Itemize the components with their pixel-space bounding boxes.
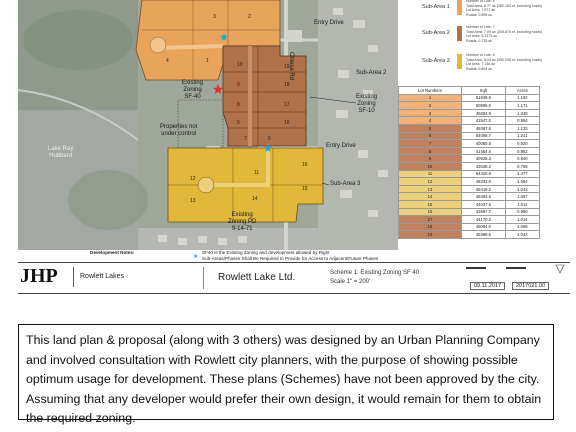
- lot-number: 8: [237, 102, 240, 108]
- legend-line: Lot Area: 6.3375 ac: [466, 34, 498, 38]
- table-cell-acres: 1.058: [505, 223, 539, 231]
- column-header: Lot Numbers: [399, 87, 462, 95]
- table-cell-acres: 1.171: [505, 102, 539, 110]
- table-cell-sqft: 45419.2: [462, 185, 506, 193]
- lot-number: 11: [254, 170, 260, 176]
- existing-zoning-pd-label: Existing Zoning PD 9-14-71: [228, 212, 257, 232]
- table-cell-sqft: 46084.0: [462, 223, 506, 231]
- table-cell-acres: 1.133: [505, 124, 539, 132]
- company-logo: JHP: [20, 265, 58, 287]
- project-small-title: Rowlett Lakes: [80, 273, 124, 280]
- table-cell-lot: 2: [399, 102, 462, 110]
- lot-number: 12: [190, 176, 196, 182]
- lot-number: 1: [206, 58, 209, 64]
- table-row: [399, 185, 540, 193]
- table-cell-sqft: 49387.6: [462, 124, 506, 132]
- legend-line: Number of Lots: 7: [466, 25, 495, 29]
- table-cell-lot: 13: [399, 185, 462, 193]
- lot-number: 7: [244, 136, 247, 142]
- table-cell-acres: 1.064: [505, 178, 539, 186]
- table-row: [399, 223, 540, 231]
- lake-ray-hubbard-label: Lake Ray Hubbard: [48, 146, 74, 159]
- road-name-label: Chiesa Rd: [288, 52, 294, 81]
- lot-number: 16: [284, 120, 290, 126]
- table-cell-sqft: 44170.2: [462, 216, 506, 224]
- table-row: [399, 102, 540, 110]
- legend-line: Lot Area: 7.146 ac: [466, 62, 496, 66]
- legend-line: Lot Area: 7.877 ac: [466, 8, 496, 12]
- table-cell-sqft: 42667.7: [462, 208, 506, 216]
- table-cell-lot: 14: [399, 193, 462, 201]
- legend-swatch: [457, 0, 462, 15]
- notes-line-1: SF40 is the Existing Zoning and development allowed by Right: [202, 250, 330, 255]
- column-header: Sqft: [462, 87, 506, 95]
- legend-swatch: [457, 26, 462, 41]
- lot-number: 19: [284, 64, 290, 70]
- table-cell-acres: 1.014: [505, 216, 539, 224]
- sub-area-legend: [402, 0, 572, 82]
- legend-line: Roads: 0.895 ac: [466, 12, 493, 17]
- table-cell-lot: 5: [399, 124, 462, 132]
- table-cell-lot: 15: [399, 200, 462, 208]
- table-cell-acres: 1.011: [505, 200, 539, 208]
- table-cell-acres: 0.952: [505, 147, 539, 155]
- lot-number: 10: [237, 62, 243, 68]
- legend-line: Roads: 0.894 ac: [466, 66, 493, 71]
- legend-title: Sub-Area 1: [422, 4, 450, 10]
- table-cell-sqft: 33028.3: [462, 162, 506, 170]
- lot-number: 17: [284, 102, 290, 108]
- description-box: [18, 324, 554, 426]
- scheme-text: Scheme 1: Existing Zoning SF 40: [330, 270, 420, 276]
- table-cell-sqft: 50996.0: [462, 102, 506, 110]
- table-row: [399, 208, 540, 216]
- legend-line: Total Area: 8.04 ac (350,258 sf, including roads): [466, 57, 543, 62]
- table-row: [399, 109, 540, 117]
- table-cell-lot: 4: [399, 117, 462, 125]
- table-row: [399, 170, 540, 178]
- lot-number: 3: [213, 14, 216, 20]
- legend-line: Roads: 0.735 ac: [466, 38, 493, 43]
- table-cell-sqft: 40928.3: [462, 155, 506, 163]
- legend-line: Number of Lots: 6: [466, 53, 495, 57]
- sub-area-2-map-label: Sub-Area 2: [356, 70, 387, 76]
- notes-heading: Development Notes:: [90, 250, 135, 255]
- table-cell-sqft: 40065.8: [462, 140, 506, 148]
- table-row: [399, 124, 540, 132]
- lot-number: 18: [284, 82, 290, 88]
- table-row: [399, 147, 540, 155]
- entry-drive-label-top: Entry Drive: [314, 20, 344, 26]
- legend-sub-area-1: [402, 0, 572, 20]
- table-cell-lot: 9: [399, 155, 462, 163]
- company-name: Rowlett Lake Ltd.: [218, 272, 296, 283]
- legend-swatch: [457, 54, 462, 69]
- table-cell-lot: 17: [399, 216, 462, 224]
- table-cell-lot: 18: [399, 223, 462, 231]
- lot-number: 4: [166, 58, 169, 64]
- legend-title: Sub-Area 2: [422, 30, 450, 36]
- lot-number: 15: [302, 186, 308, 192]
- table-row: [399, 94, 540, 102]
- legend-line: Total Area: 7.09 ac (308,870 sf, including roads): [466, 29, 543, 34]
- table-cell-acres: 0.980: [505, 208, 539, 216]
- legend-title: Sub-Area 3: [422, 58, 450, 64]
- table-header-row: [399, 87, 540, 95]
- table-cell-acres: 0.940: [505, 155, 539, 163]
- lot-number: 5: [237, 120, 240, 126]
- table-row: [399, 178, 540, 186]
- lot-number: 6: [268, 136, 271, 142]
- table-row: [399, 132, 540, 140]
- table-cell-lot: 7: [399, 140, 462, 148]
- table-cell-acres: 1.043: [505, 185, 539, 193]
- table-row: [399, 216, 540, 224]
- scale-text: Scale 1" = 200': [330, 279, 371, 285]
- legend-sub-area-3: [402, 48, 572, 74]
- lot-number: 14: [252, 196, 258, 202]
- lot-table-body: [399, 94, 540, 238]
- table-cell-sqft: 41547.0: [462, 117, 506, 125]
- lot-area-table: [398, 86, 540, 239]
- table-cell-sqft: 46493.6: [462, 193, 506, 201]
- date-field: 09.11.2017: [470, 282, 505, 290]
- table-cell-lot: 3: [399, 109, 462, 117]
- table-cell-sqft: 54068.7: [462, 132, 506, 140]
- aerial-map-graphic: [18, 0, 398, 250]
- table-row: [399, 155, 540, 163]
- table-cell-sqft: 45684.9: [462, 109, 506, 117]
- table-cell-acres: 0.920: [505, 140, 539, 148]
- table-cell-lot: 1: [399, 94, 462, 102]
- table-cell-acres: 1.042: [505, 231, 539, 239]
- table-cell-lot: 6: [399, 132, 462, 140]
- description-text: This land plan & proposal (along with 3 others) was designed by an Urban Planning Company and involved consultation with Rowlett city planners, with the purpose of showing possible optimum usage for development. These plans (Schemes) have not been approved by the city. Assuming that any developer would prefer their own design, it would remain for them to obtain the required zoning.: [26, 333, 542, 426]
- table-cell-sqft: 64320.8: [462, 170, 506, 178]
- existing-zoning-sf40-label: Existing Zoning SF-40: [182, 80, 204, 100]
- properties-not-under-control-label: Properties not under control: [160, 124, 198, 137]
- legend-sub-area-2: [402, 20, 572, 46]
- table-cell-lot: 12: [399, 178, 462, 186]
- job-number-field: 2017021.00: [512, 282, 549, 290]
- notes-line-2: Sub-Areas/Phases Shall Be Required to Provide for Access to Adjacent/Future Phases: [202, 256, 379, 261]
- access-star-legend-icon: ★: [193, 254, 199, 260]
- column-header: Acres: [505, 87, 539, 95]
- table-row: [399, 162, 540, 170]
- north-arrow-graphic: [466, 263, 570, 277]
- lot-number: 9: [237, 82, 240, 88]
- table-cell-lot: 16: [399, 208, 462, 216]
- table-cell-sqft: 45388.5: [462, 231, 506, 239]
- table-cell-acres: 0.758: [505, 162, 539, 170]
- divider: [203, 267, 204, 289]
- table-row: [399, 140, 540, 148]
- table-cell-lot: 11: [399, 170, 462, 178]
- table-cell-lot: 8: [399, 147, 462, 155]
- table-cell-sqft: 46332.0: [462, 178, 506, 186]
- table-row: [399, 117, 540, 125]
- table-cell-acres: 0.954: [505, 117, 539, 125]
- lot-number: 16: [302, 162, 308, 168]
- legend-line: Number of Lots: 4: [466, 0, 495, 3]
- entry-drive-label-bottom: Entry Drive: [326, 143, 356, 149]
- table-cell-acres: 1.241: [505, 132, 539, 140]
- divider: [73, 267, 74, 287]
- legend-line: Total Area: 8.77 ac (382,183 sf, including roads): [466, 3, 543, 8]
- table-cell-acres: 1.048: [505, 109, 539, 117]
- table-cell-lot: 19: [399, 231, 462, 239]
- title-block: [18, 262, 570, 294]
- table-cell-acres: 1.067: [505, 193, 539, 201]
- table-cell-sqft: 44037.6: [462, 200, 506, 208]
- lot-number: 2: [248, 14, 251, 20]
- site-plan-map: [18, 0, 398, 250]
- table-row: [399, 200, 540, 208]
- table-cell-lot: 10: [399, 162, 462, 170]
- table-cell-sqft: 51938.8: [462, 94, 506, 102]
- table-cell-sqft: 41454.6: [462, 147, 506, 155]
- table-row: [399, 193, 540, 201]
- table-cell-acres: 1.192: [505, 94, 539, 102]
- lot-number: 13: [190, 198, 196, 204]
- table-row: [399, 231, 540, 239]
- sub-area-3-map-label: Sub-Area 3: [330, 181, 361, 187]
- table-cell-acres: 1.477: [505, 170, 539, 178]
- existing-zoning-sf10-label: Existing Zoning SF-10: [356, 94, 378, 114]
